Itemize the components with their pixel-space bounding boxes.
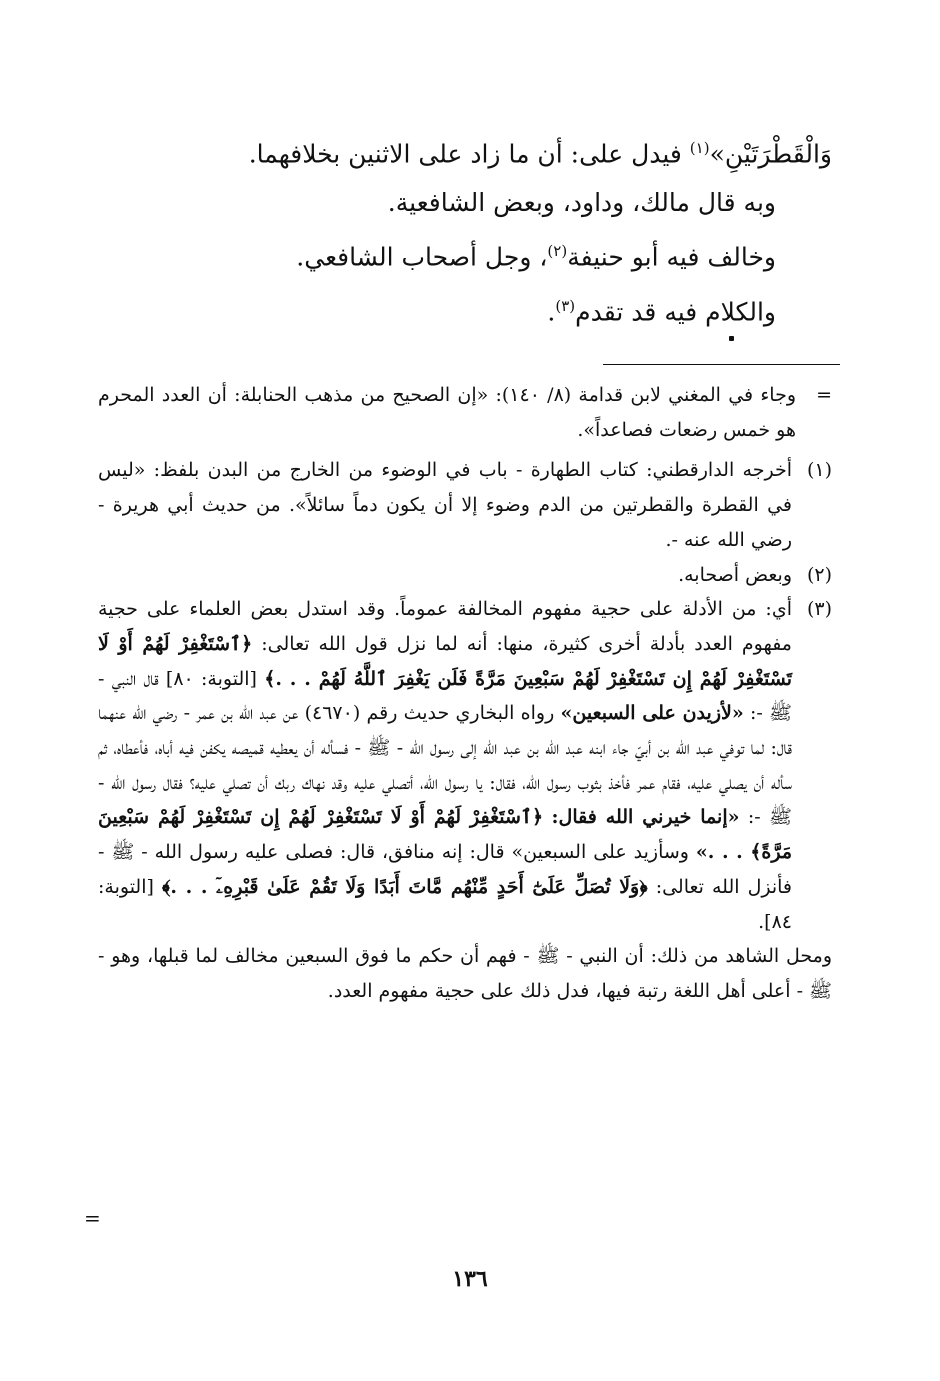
continuation-mark: = xyxy=(84,1206,101,1230)
footnote-1 xyxy=(98,453,832,557)
footnote-2 xyxy=(98,558,832,593)
hadith-quote-1: «لأزيدن على السبعين» xyxy=(560,702,744,725)
ornament-dot xyxy=(729,336,734,341)
main-line-4-part-b: . xyxy=(547,296,556,326)
footnote-1-text: أخرجه الدارقطني: كتاب الطهارة - باب في الوضوء من الخارج من البدن بلفظ: «ليس في القطرة والقطرتين من الدم وضوء إلا أن يكون دماً سائلاً». من حديث أبي هريرة - رضي الله عنه -. xyxy=(98,459,792,551)
footnotes xyxy=(98,378,832,1009)
footnote-3-intro: أي: من الأدلة على حجية مفهوم المخالفة عموماً. وقد استدل بعض العلماء على حجية مفهوم العدد بأدلة أخرى كثيرة، منها: أنه لما نزل قول الله تعالى: xyxy=(98,598,792,655)
quran-verse-3: ﴿وَلَا تُصَلِّ عَلَىٰٓ أَحَدٍ مِّنْهُم مَّاتَ أَبَدًا وَلَا تَقُمْ عَلَىٰ قَبْرِهِۦٓ . . .﴾ xyxy=(161,875,648,898)
hadith-quote-2: «إنما خيرني الله فقال: xyxy=(551,806,740,829)
footnote-continuation xyxy=(98,378,832,447)
footnote-3-text xyxy=(98,592,792,939)
main-text xyxy=(112,124,832,336)
footnote-3-narration: رواه البخاري حديث رقم (٤٦٧٠) عن عبد الله بن عمر - رضي الله عنهما قال: لما توفي عبد الله بن أبيّ جاء ابنه عبد الله بن عبد الله إلى رسول الله - ﷺ - فسأله أن يعطيه قميصه يكفن فيه أباه، فأعطاه، ثم سأله أن يصلي عليه، فقام عمر فأخذ بثوب رسول الله، فقال: يا رسول الله، أتصلي عليه وقد نهاك ربك أن تصلي عليه؟ فقال رسول الله - ﷺ -: xyxy=(98,702,792,829)
footnote-3-citation-2: [التوبة: ٨٤]. xyxy=(98,875,792,933)
main-line-3-part-b: ، وجل أصحاب الشافعي. xyxy=(296,242,548,272)
continuation-marker: = xyxy=(816,384,832,406)
main-line-1 xyxy=(112,124,832,178)
footnote-3-citation-1: [التوبة: ٨٠] قال النبي - ﷺ -: xyxy=(98,667,792,725)
footnote-separator xyxy=(603,364,840,365)
footnote-3 xyxy=(98,592,832,939)
footnote-3-conclusion: ومحل الشاهد من ذلك: أن النبي - ﷺ - فهم أن حكم ما فوق السبعين مخالف لما قبلها، وهو - ﷺ - أعلى أهل اللغة رتبة فيها، فدل ذلك على حجية مفهوم العدد. xyxy=(98,945,832,1002)
main-line-1-part-b: فيدل على: أن ما زاد على الاثنين بخلافهما. xyxy=(248,139,690,169)
quran-verse-1: ﴿ٱسْتَغْفِرْ لَهُمْ أَوْ لَا تَسْتَغْفِرْ لَهُمْ إِن تَسْتَغْفِرْ لَهُمْ سَبْعِينَ مَرَّةً فَلَن يَغْفِرَ ٱللَّهُ لَهُمْ . . .﴾ xyxy=(98,632,792,690)
footnote-1-marker: (١) xyxy=(806,459,832,482)
main-line-4-part-a: والكلام فيه قد تقدم xyxy=(575,296,776,326)
footnote-ref-1: (١) xyxy=(689,139,710,157)
quran-verse-2: ﴿ٱسْتَغْفِرْ لَهُمْ أَوْ لَا تَسْتَغْفِرْ لَهُمْ إِن تَسْتَغْفِرْ لَهُمْ سَبْعِينَ مَرَّةً﴾ . . .» xyxy=(98,806,792,864)
footnote-ref-3: (٣) xyxy=(555,296,576,315)
main-line-2: وبه قال مالك، وداود، وبعض الشافعية. xyxy=(387,188,776,218)
main-line-3-part-a: وخالف فيه أبو حنيفة xyxy=(567,242,776,272)
main-line-3 xyxy=(112,227,776,281)
main-line-1-part-a: وَالْقَطْرَتَيْنِ» xyxy=(709,139,832,169)
page-number: ١٣٦ xyxy=(452,1266,488,1292)
footnote-2-marker: (٢) xyxy=(806,563,832,586)
footnote-3-narration-2: وسأزيد على السبعين» قال: إنه منافق، قال: فصلى عليه رسول الله - ﷺ - فأنزل الله تعالى: xyxy=(98,841,793,898)
footnote-continuation-text: وجاء في المغني لابن قدامة (٨/ ١٤٠): «إن الصحيح من مذهب الحنابلة: أن العدد المحرم هو خمس رضعات فصاعداً». xyxy=(98,384,796,441)
main-line-4 xyxy=(112,282,776,336)
footnote-3-marker: (٣) xyxy=(806,598,832,621)
footnote-ref-2: (٢) xyxy=(547,242,568,261)
footnote-2-text: وبعض أصحابه. xyxy=(678,563,792,586)
